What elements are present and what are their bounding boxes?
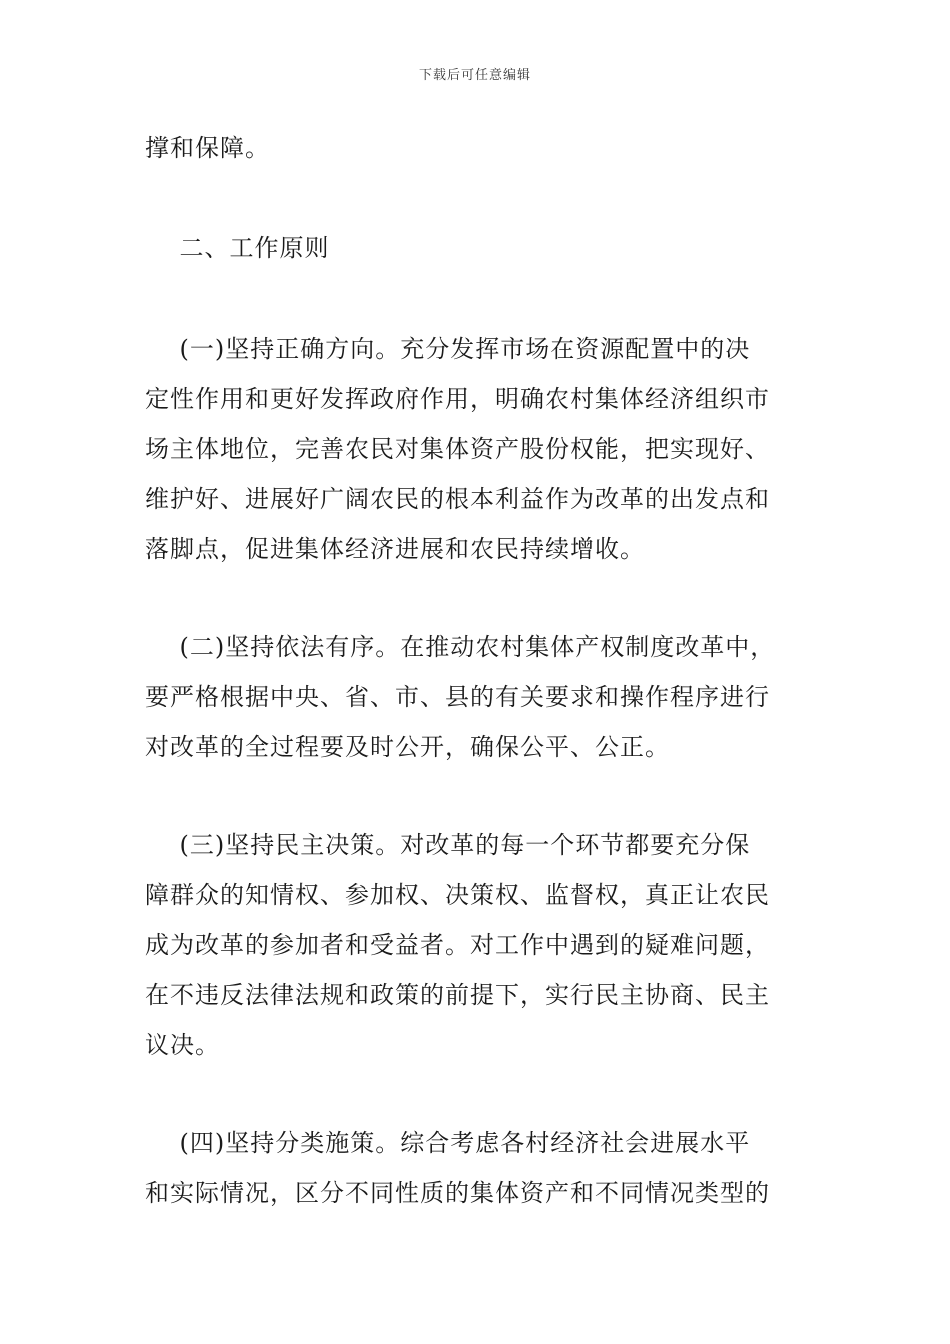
- page-header: 下载后可任意编辑: [418, 68, 531, 83]
- paragraph-line: 和实际情况，区分不同性质的集体资产和不同情况类型的: [145, 1179, 770, 1207]
- paragraph-line: (四)坚持分类施策。综合考虑各村经济社会进展水平: [145, 1129, 751, 1157]
- paragraph-principle-4: [145, 1118, 810, 1218]
- paragraph-line: 场主体地位，完善农民对集体资产股份权能，把实现好、: [145, 435, 770, 463]
- paragraph-principle-2: [145, 622, 810, 772]
- paragraph-line: 维护好、进展好广阔农民的根本利益作为改革的出发点和: [145, 485, 770, 513]
- paragraph-principle-3: [145, 820, 810, 1070]
- paragraph-line: 在不违反法律法规和政策的前提下，实行民主协商、民主: [145, 981, 770, 1009]
- paragraph-line: 对改革的全过程要及时公开，确保公平、公正。: [145, 733, 670, 761]
- paragraph-line: (三)坚持民主决策。对改革的每一个环节都要充分保: [145, 831, 751, 859]
- paragraph-line: 定性作用和更好发挥政府作用，明确农村集体经济组织市: [145, 385, 770, 413]
- paragraph-line: 撑和保障。: [145, 134, 270, 162]
- paragraph-line: 成为改革的参加者和受益者。对工作中遇到的疑难问题，: [145, 931, 770, 959]
- paragraph-line: 落脚点，促进集体经济进展和农民持续增收。: [145, 535, 645, 563]
- section-heading: [145, 223, 810, 273]
- section-heading-text: 二、工作原则: [145, 234, 330, 262]
- paragraph-line: (一)坚持正确方向。充分发挥市场在资源配置中的决: [145, 335, 751, 363]
- paragraph-principle-1: [145, 324, 810, 574]
- paragraph-line: 要严格根据中央、省、市、县的有关要求和操作程序进行: [145, 683, 770, 711]
- paragraph: [145, 123, 810, 173]
- paragraph-line: 议决。: [145, 1031, 220, 1059]
- paragraph-line: (二)坚持依法有序。在推动农村集体产权制度改革中，: [145, 633, 776, 661]
- paragraph-line: 障群众的知情权、参加权、决策权、监督权，真正让农民: [145, 881, 770, 909]
